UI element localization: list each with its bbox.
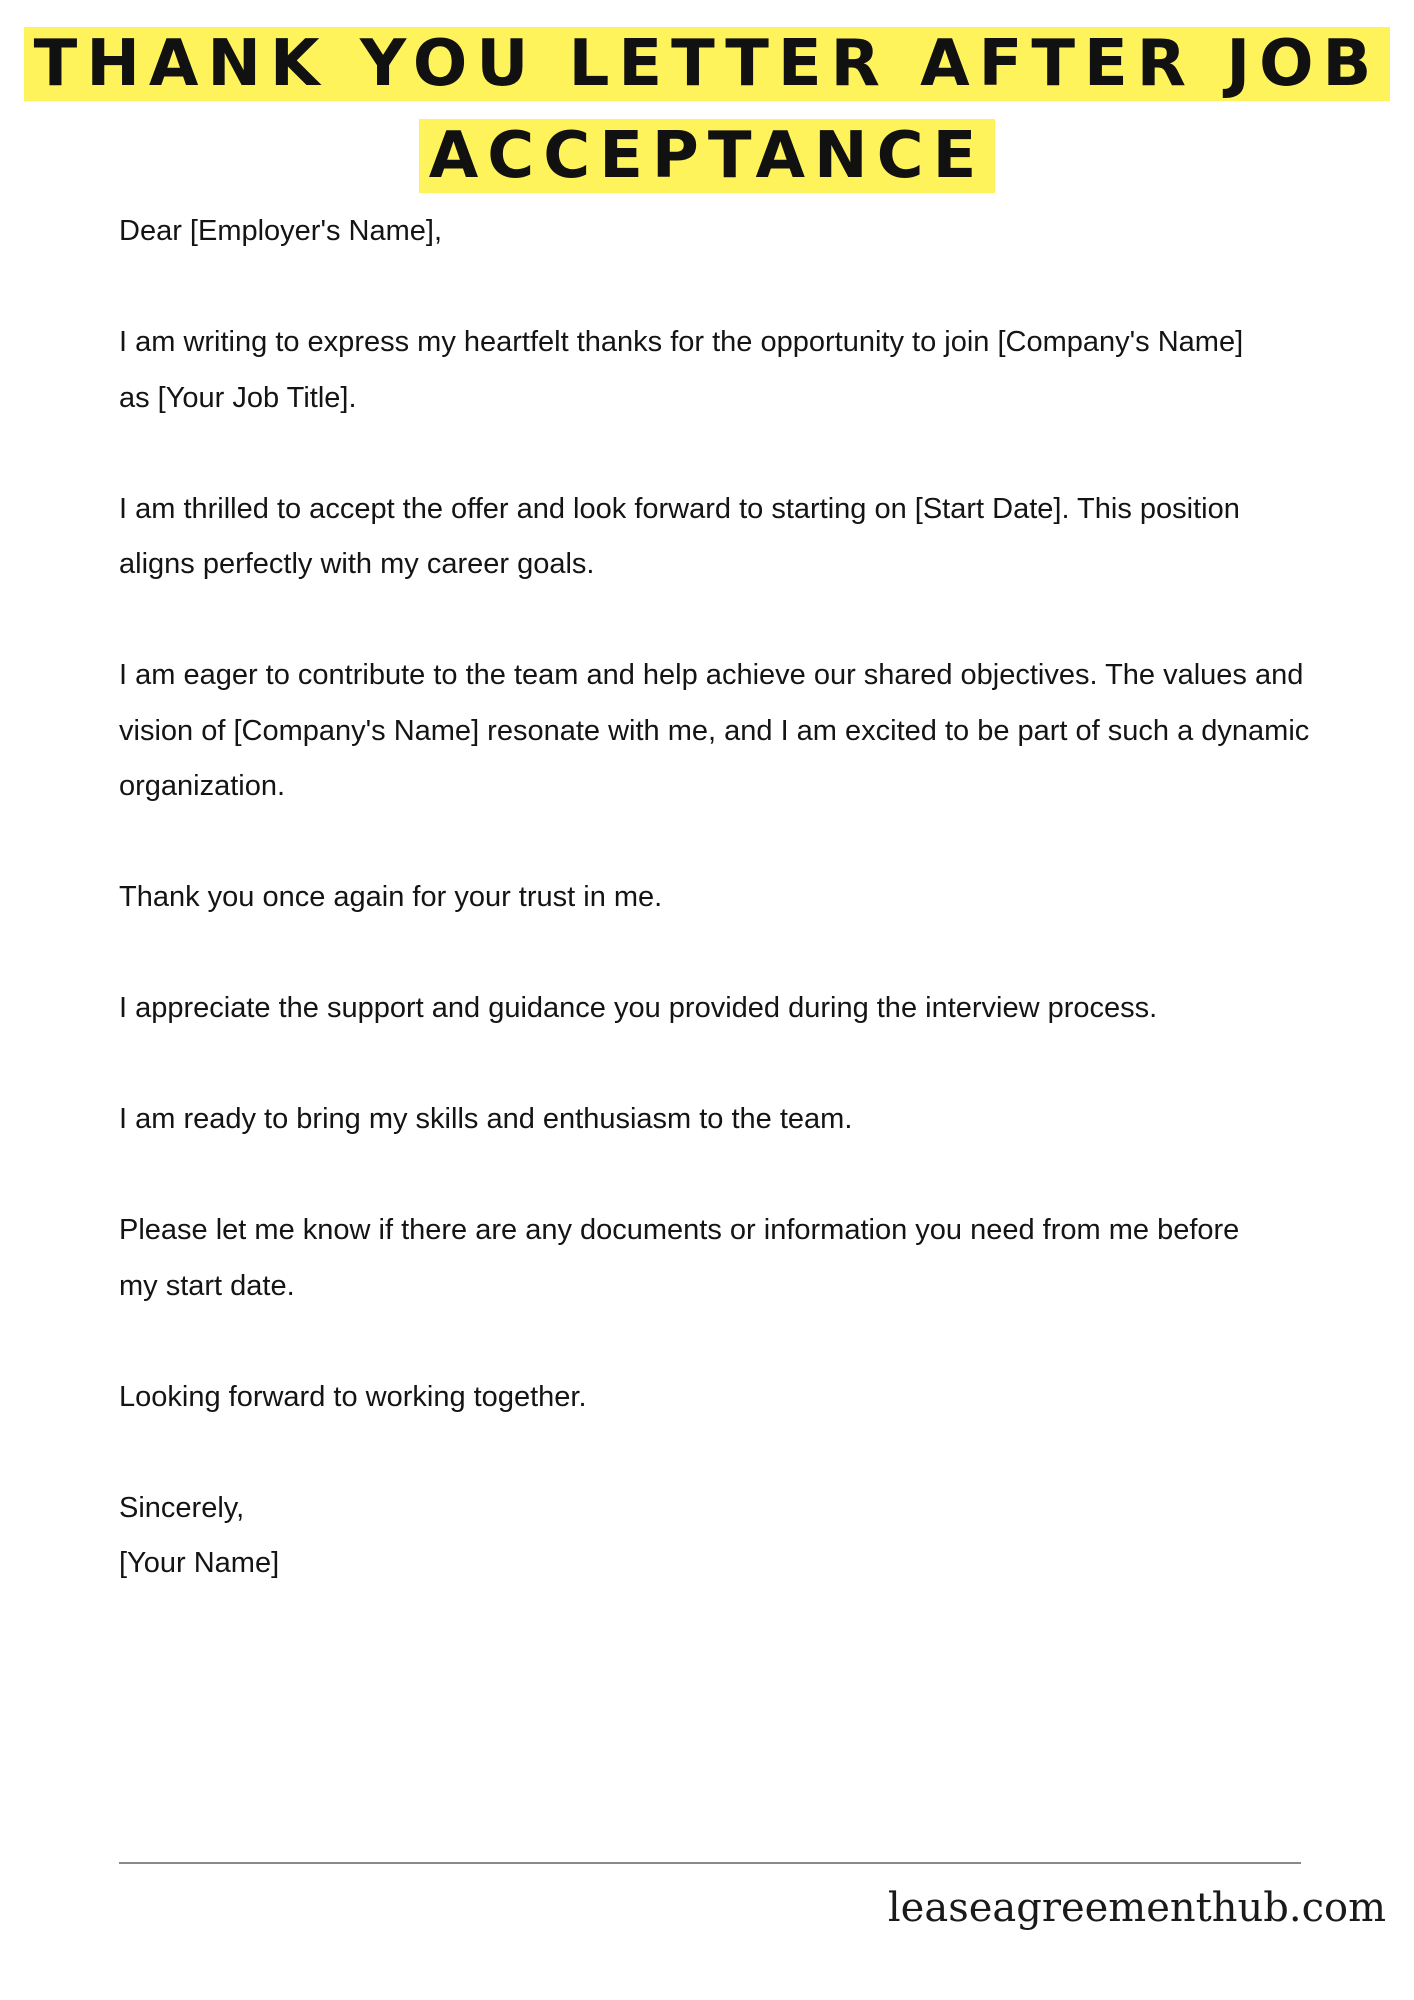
paragraph-1: I am writing to express my heartfelt thanks for the opportunity to join [Company's Name] as [Your Job Title].: [119, 326, 1244, 414]
signature: [Your Name]: [119, 1547, 280, 1579]
footer-website: leaseagreementhub.com: [887, 1885, 1386, 1931]
page-title: [0, 18, 1414, 202]
salutation: Dear [Employer's Name],: [119, 215, 443, 247]
paragraph-8: Looking forward to working together.: [119, 1380, 587, 1413]
paragraph-2: I am thrilled to accept the offer and look forward to starting on [Start Date]. This position aligns perfectly with my career goals.: [119, 492, 1240, 580]
paragraph-4: Thank you once again for your trust in me.: [119, 881, 663, 913]
closing: Sincerely,: [119, 1491, 245, 1524]
paragraph-5: I appreciate the support and guidance you provided during the interview process.: [119, 992, 1158, 1024]
letter-body: [119, 204, 1319, 1592]
paragraph-7: Please let me know if there are any documents or information you need from me before my start date.: [119, 1214, 1240, 1302]
title-line-2: ACCEPTANCE: [419, 119, 996, 193]
paragraph-3: I am eager to contribute to the team and help achieve our shared objectives. The values and vision of [Company's Name] resonate with me, and I am excited to be part of such a dynamic organization.: [119, 659, 1310, 802]
title-line-1: THANK YOU LETTER AFTER JOB: [24, 27, 1391, 101]
paragraph-6: I am ready to bring my skills and enthusiasm to the team.: [119, 1103, 853, 1135]
footer-divider: [119, 1862, 1301, 1864]
